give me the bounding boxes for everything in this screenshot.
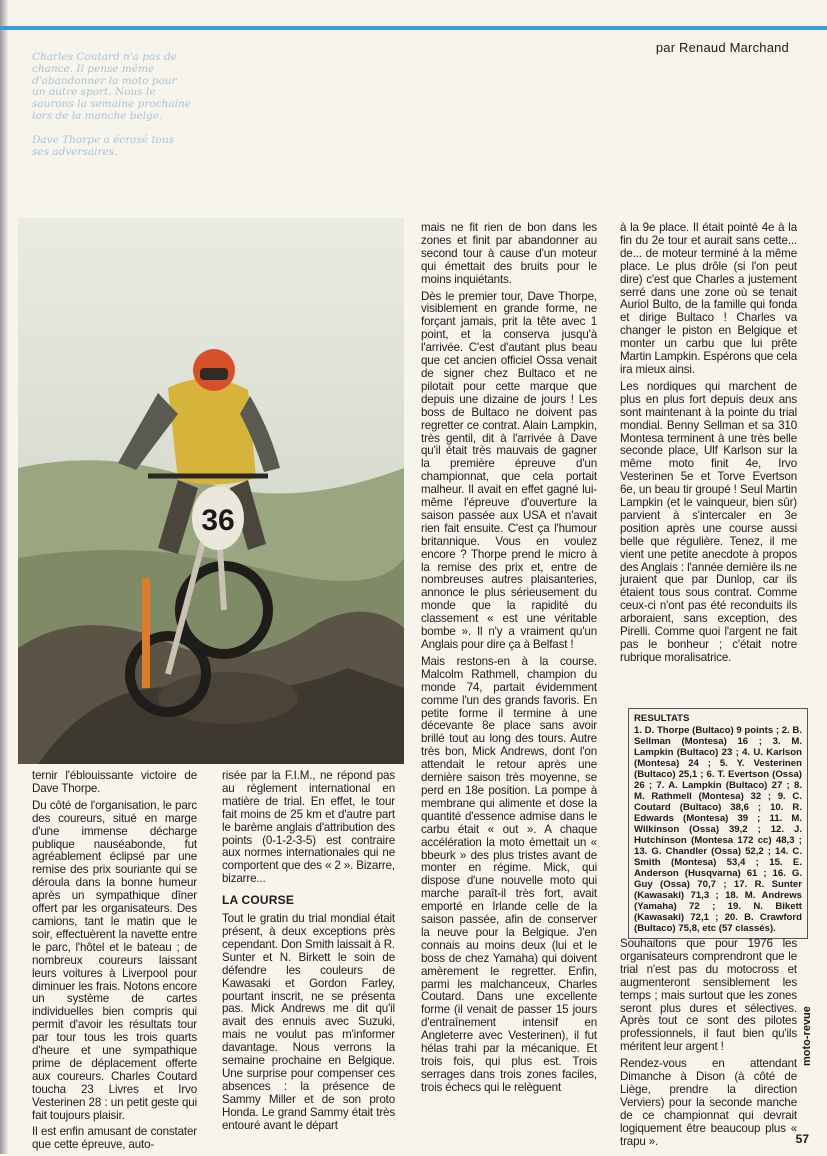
caption-thorpe: Dave Thorpe a écrasé tous ses adversaires. [32, 133, 175, 158]
col4-paragraph: Les nordiques qui marchent de plus en plus fort depuis deux ans sont maintenant à la pointe du trial mondial. Benny Sellman et sa 310 Montesa terminent à une très belle seconde place, Ulf Karlson sur la même moto finit 4e, Irvo Vesterinen 5e et Torve Evertson 6e, un beau tir groupé ! Seul Martin Lampkin (et le vainqueur, bien sûr) parvient à s'intercaler en 3e position après une course aussi belle que régulière. Tenez, il me vient une petite anecdote à propos des Anglais : l'année dernière ils ne juraient que par Dunlop, car ils étaient tous sous contrat. Comme ceux-ci n'ont pas été reconduits ils arboraient, sans exception, des Pirelli. Comme quoi l'argent ne fait pas le bonheur ; c'était notre rubrique moralisatrice. [620, 379, 797, 664]
byline: par Renaud Marchand [655, 40, 789, 55]
photo-captions [32, 52, 192, 170]
column-3 [421, 222, 597, 1099]
page-number: 57 [795, 1132, 809, 1146]
section-heading: LA COURSE [222, 893, 295, 908]
col4b-paragraph: Rendez-vous en attendant Dimanche à Dison (à côté de Liège, prendre la direction Verviers) pour la seconde manche de ce championnat qui devrait logiquement être beaucoup plus « trapu ». [620, 1057, 797, 1148]
col2-paragraph: Tout le gratin du trial mondial était présent, à deux exceptions près cependant. Don Smith laissait à R. Sunter et N. Birkett le soin de défendre les couleurs de Kawasaki et Gordon Farley, pourtant inscrit, ne se présenta pas. Mick Andrews me dit qu'il avait des ennuis avec Suzuki, mais ne voulut pas m'informer davantage. Nous verrons la semaine prochaine en Belgique. Une surprise pour compenser ces absences : la présence de Sammy Miller et de son proto Honda. Le grand Sammy était très entouré avant le départ [222, 912, 395, 1132]
rider-number-plate: 36 [201, 504, 235, 537]
results-title: RESULTATS [634, 713, 690, 724]
column-1 [32, 770, 197, 1156]
col4b-paragraph: Souhaitons que pour 1976 les organisateurs comprendront que le trial n'est pas du motocross et augmenteront sensiblement les temps ; mais surtout que les zones seront plus dures et sélectives. Après tout ce sont des pilotes professionnels, il faut bien qu'ils méritent leur argent ! [620, 937, 797, 1054]
col2-intro: risée par la F.I.M., ne répond pas au règlement international en matière de trial. En effet, le tour fait moins de 25 km et d'autre part le barème anglais d'attribution des points (0-1-2-3-5) est contraire aux normes internationales qui ne comportent que des « 2 ». Bizarre, bizarre... [222, 769, 395, 886]
col4-paragraph: à la 9e place. Il était pointé 4e à la fin du 2e tour et aurait sans cette... de... de moteur terminé à la même place. Le plus drôle (si l'on peut dire) c'est que Charles a justement serré dans une zone où se tenait Auriol Bulto, de la famille qui fonda et dirige Bultaco ! Charles va changer le piston en Belgique et monter un carbu que lui prête Martin Lampkin. Espérons que cela ira mieux ainsi. [620, 221, 797, 376]
results-box [628, 708, 808, 939]
results-list: 1. D. Thorpe (Bultaco) 9 points ; 2. B. Sellman (Montesa) 16 ; 3. M. Lampkin (Bultaco) 23 ; 4. U. Karlson (Montesa) 24 ; 5. Y. Vesterinen (Bultaco) 25,1 ; 6. T. Evertson (Ossa) 26 ; 7. A. Lampkin (Bultaco) 27 ; 8. M. Rathmell (Montesa) 32 ; 9. C. Coutard (Bultaco) 38,6 ; 10. R. Edwards (Montesa) 39 ; 11. M. Wilkinson (Ossa) 39,2 ; 12. J. Hutchinson (Montesa 172 cc) 48,3 ; 13. G. Chandler (Ossa) 52,2 ; 14. C. Smith (Montesa) 53,4 ; 15. E. Anderson (Husqvarna) 61 ; 16. G. Guy (Ossa) 70,7 ; 17. R. Sunter (Kawasaki) 71,3 ; 18. M. Andrews (Yamaha) 72 ; 19. N. Bikett (Kawasaki) 72,1 ; 20. B. Crawford (Bultaco) 75,8, etc (57 classés). [634, 725, 802, 934]
magazine-name: moto-revue [801, 1006, 813, 1066]
col1-paragraph: Du côté de l'organisation, le parc des coureurs, situé en marge d'une immense décharge publique nauséabonde, fut agréablement éclipsé par une remise des prix souriante qui se déroula dans la bonne humeur après un sympathique dîner offert par les organisateurs. Des camions, tant le matin que le soir, effectuèrent la navette entre le parc, l'hôtel et le bateau ; de nombreux coureurs laissant leurs voitures à Liverpool pour diminuer les frais. Notons encore un système de cartes individuelles bien compris qui permit d'avoir les résultats tour par tour tous les trois quarts d'heure et une sympathique prime de déplacement offerte aux coureurs. Charles Coutard toucha 23 Livres et Irvo Vesterinen 28 : un petit geste qui fait toujours plaisir. [32, 798, 197, 1122]
col3-paragraph: mais ne fit rien de bon dans les zones et finit par abandonner au second tour à cause d'un moteur qui émettait des bruits pour le moins inquiétants. [421, 221, 597, 286]
header-rule [0, 26, 827, 30]
column-4 [620, 222, 797, 669]
col3-paragraph: Mais restons-en à la course. Malcolm Rathmell, champion du monde 74, partait évidemment comme l'un des grands favoris. En petite forme il termine à une décevante 8e place sans avoir brillé tout au long des tours. Autre très bon, Mick Andrews, dont l'on attendait le retour après une dernière saison très moyenne, se perd en 18e position. La pompe à membrane qui alimente et dose la quantité d'essence admise dans le carbu était « out ». A chaque accélération la moto émettait un « bbeurk » des plus tristes avant de monter en régime. Mick, qui dispose d'une nouvelle moto qui marche paraît-il très fort, avait emporté en Irlande celle de la saison passée, afin de conserver la neuve pour la Belgique. J'en connais au moins deux (lui et le boss de chez Yamaha) qui doivent amèrement le regretter. Enfin, parmi les malchanceux, Charles Coutard. Dans une excellente forme (il venait de passer 15 jours d'entraînement intensif en Angleterre avec Vesterinen), il fut hélas trahi par la mécanique. Et trois fois, qui plus est. Trois serrages dans trois zones faciles, trois échecs qui le relèguent [421, 654, 597, 1094]
column-2 [222, 770, 395, 1136]
col1-paragraph: ternir l'éblouissante victoire de Dave Thorpe. [32, 769, 197, 795]
trial-rider-photo [18, 218, 404, 764]
page-gutter [0, 0, 8, 1154]
col1-paragraph: Il est enfin amusant de constater que cette épreuve, auto- [32, 1125, 197, 1152]
col3-paragraph: Dès le premier tour, Dave Thorpe, visiblement en grande forme, ne forçant jamais, prit la tête avec 1 point, et la conserva jusqu'à l'arrivée. C'est d'autant plus beau que cet ancien officiel Ossa venait de signer chez Bultaco et ne pilotait pour cette marque que depuis une dizaine de jours ! Les boss de Bultaco ne doivent pas regretter ce contrat. Alain Lampkin, très gentil, dit à l'arrivée à Dave qu'il était très mauvais de gagner la première épreuve d'un championnat, que cela portait malheur. Il avait en effet gagné lui-même l'épreuve d'ouverture la saison passée aux USA et n'avait rien fait ensuite. C'est ça l'humour britannique. Vous en voulez encore ? Thorpe prend le micro à la remise des prix et, entre de nombreuses autres plaisanteries, annonce le plus sérieusement du monde que la rapidité du classement « est une véritable bombe ». Il n'y a vraiment qu'un Anglais pour dire ça à Belfast ! [421, 289, 597, 651]
column-4-conclusion [620, 938, 797, 1153]
caption-coutard: Charles Coutard n'a pas de chance. Il pense même d'abandonner la moto pour un autre sport. Nous le saurons la semaine prochaine lors de la manche belge. [32, 51, 191, 122]
